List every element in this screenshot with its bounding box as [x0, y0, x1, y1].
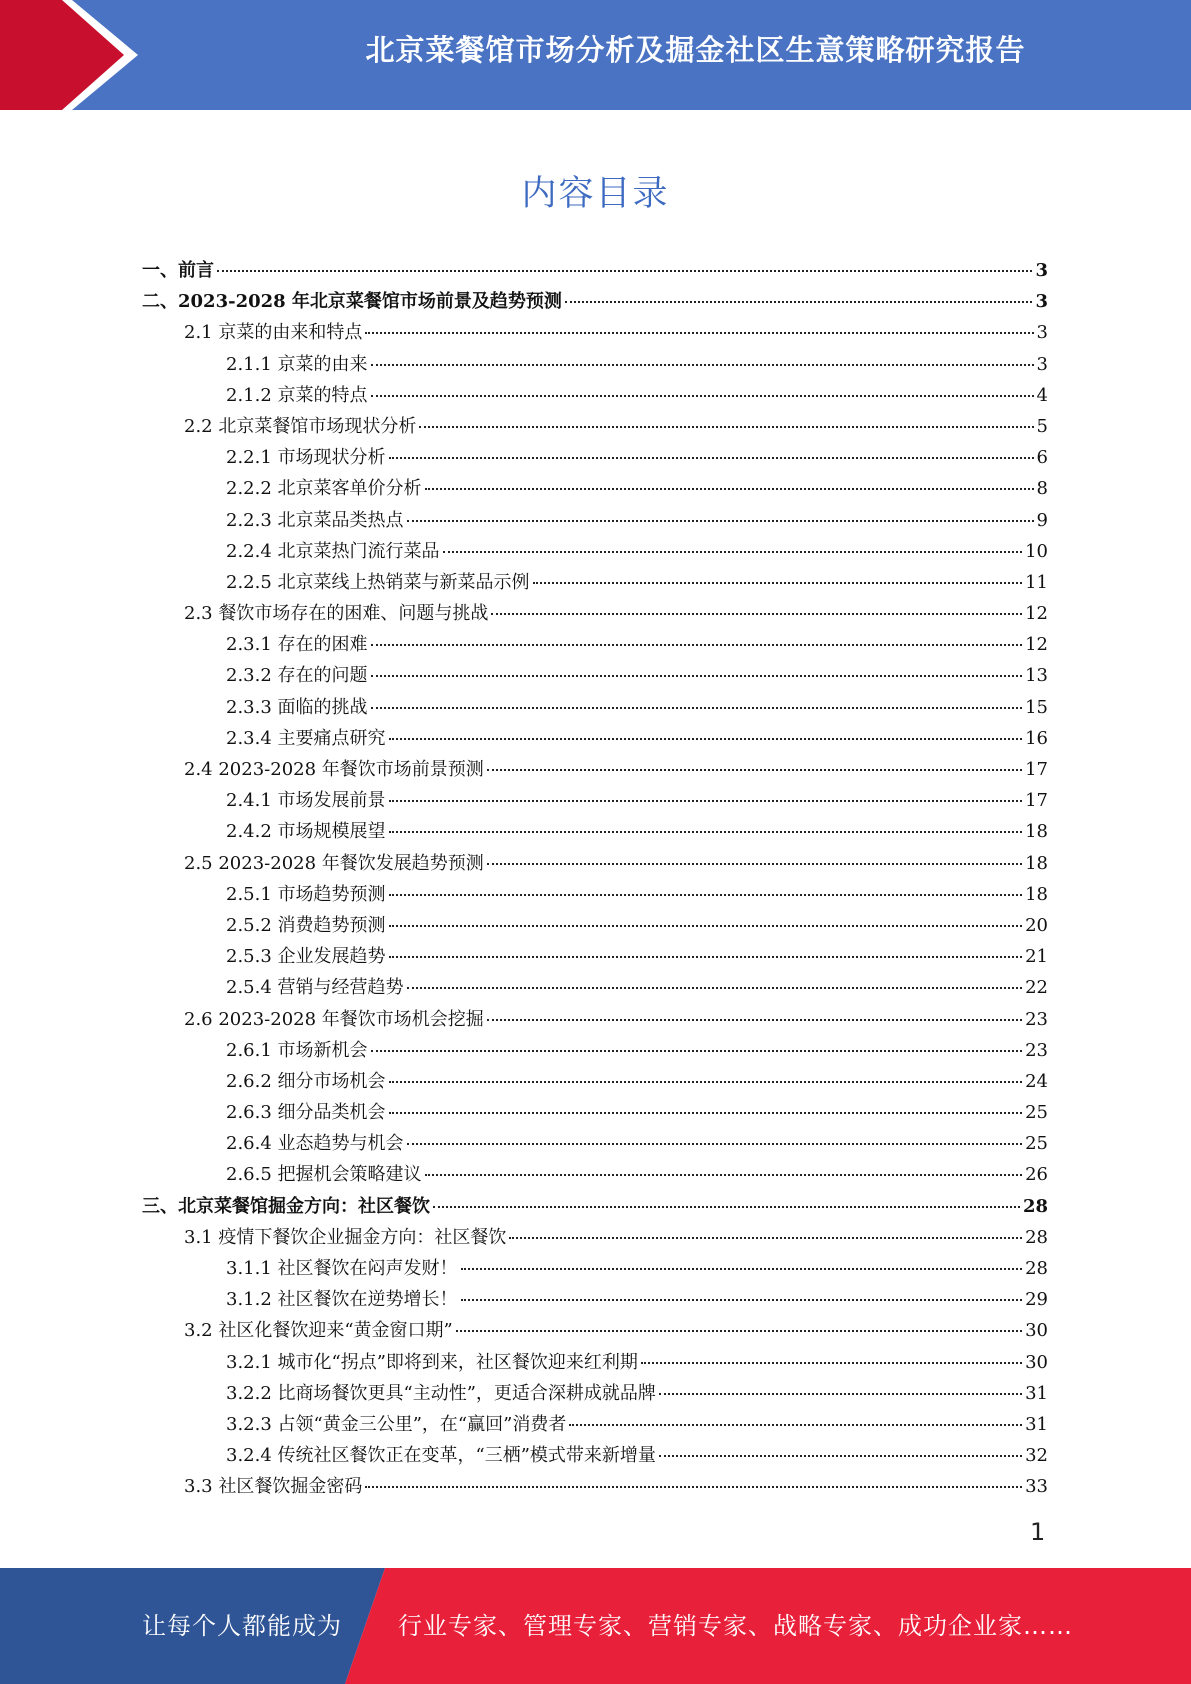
toc-entry-page: 28 [1022, 1195, 1048, 1217]
toc-entry-label: 2.3.4 主要痛点研究 [226, 727, 386, 749]
toc-entry-label: 二、2023-2028 年北京菜餐馆市场前景及趋势预测 [142, 291, 562, 313]
toc-entry[interactable] [142, 1440, 1048, 1471]
toc-entry[interactable] [142, 442, 1048, 473]
toc-leader-dots [461, 1299, 1023, 1301]
toc-entry[interactable] [142, 505, 1048, 536]
toc-leader-dots [371, 675, 1023, 677]
toc-entry[interactable] [142, 660, 1048, 691]
toc-entry[interactable] [142, 567, 1048, 598]
toc-entry-page: 28 [1025, 1226, 1048, 1248]
toc-entry-page: 10 [1025, 540, 1048, 562]
toc-entry[interactable] [142, 629, 1048, 660]
toc-entry-page: 17 [1025, 759, 1048, 780]
toc-entry-label: 3.1.2 社区餐饮在逆势增长！ [226, 1289, 458, 1311]
toc-leader-dots [371, 644, 1023, 646]
toc-entry-label: 3.1.1 社区餐饮在闷声发财！ [226, 1258, 458, 1279]
toc-entry[interactable] [142, 754, 1048, 785]
toc-entry-page: 9 [1036, 509, 1048, 531]
toc-entry[interactable] [142, 1159, 1048, 1190]
toc-entry-label: 2.3.1 存在的困难 [226, 634, 368, 656]
toc-entry-page: 23 [1025, 1008, 1048, 1030]
toc-leader-dots [565, 301, 1033, 303]
toc-entry-page: 30 [1025, 1320, 1048, 1342]
toc-entry-page: 12 [1025, 603, 1048, 625]
toc-leader-dots [487, 769, 1022, 771]
toc-leader-dots [533, 582, 1023, 584]
toc-leader-dots [389, 831, 1023, 833]
toc-entry-page: 3 [1036, 322, 1048, 344]
toc-entry[interactable] [142, 1222, 1048, 1253]
toc-entry[interactable] [142, 1066, 1048, 1097]
toc-entry-page: 18 [1025, 852, 1048, 874]
toc-leader-dots [389, 457, 1034, 459]
toc-entry-page: 18 [1025, 821, 1048, 843]
toc-entry-page: 12 [1025, 634, 1048, 656]
toc-entry-page: 23 [1025, 1039, 1048, 1061]
toc-entry[interactable] [142, 723, 1048, 754]
toc-entry-label: 2.6.1 市场新机会 [226, 1039, 368, 1061]
toc-entry-label: 3.2 社区化餐饮迎来“黄金窗口期” [184, 1320, 453, 1342]
footer-slogan-right: 行业专家、管理专家、营销专家、战略专家、成功企业家…… [398, 1612, 1073, 1640]
toc-entry-label: 2.5.4 营销与经营趋势 [226, 977, 404, 999]
toc-entry[interactable] [142, 910, 1048, 941]
toc-entry[interactable] [142, 1004, 1048, 1035]
toc-entry-label: 2.4 2023-2028 年餐饮市场前景预测 [184, 759, 484, 780]
toc-entry[interactable] [142, 380, 1048, 411]
toc-entry-page: 18 [1025, 883, 1048, 905]
toc-entry[interactable] [142, 1035, 1048, 1066]
toc-entry-page: 16 [1025, 727, 1048, 749]
toc-entry-page: 3 [1036, 353, 1048, 375]
toc-entry[interactable] [142, 411, 1048, 442]
toc-leader-dots [217, 270, 1032, 272]
toc-entry-page: 22 [1025, 977, 1048, 999]
toc-entry-page: 26 [1025, 1164, 1048, 1186]
toc-leader-dots [407, 987, 1023, 989]
toc-entry[interactable] [142, 972, 1048, 1003]
toc-entry-label: 2.3 餐饮市场存在的困难、问题与挑战 [184, 603, 489, 625]
toc-entry[interactable] [142, 286, 1048, 317]
toc-leader-dots [425, 1174, 1023, 1176]
toc-leader-dots [407, 520, 1034, 522]
toc-leader-dots [487, 863, 1022, 865]
toc-leader-dots [371, 395, 1034, 397]
toc-entry-label: 2.5 2023-2028 年餐饮发展趋势预测 [184, 852, 484, 874]
toc-entry-label: 3.1 疫情下餐饮企业掘金方向：社区餐饮 [184, 1226, 507, 1248]
toc-entry-page: 33 [1025, 1476, 1048, 1498]
toc-entry[interactable] [142, 1471, 1048, 1502]
toc-entry-label: 2.2.3 北京菜品类热点 [226, 509, 404, 531]
toc-entry-label: 2.6 2023-2028 年餐饮市场机会挖掘 [184, 1008, 484, 1030]
toc-entry[interactable] [142, 1284, 1048, 1315]
toc-entry[interactable] [142, 692, 1048, 723]
toc-leader-dots [487, 1019, 1022, 1021]
toc-entry-page: 17 [1025, 790, 1048, 812]
toc-entry-page: 8 [1036, 478, 1048, 500]
toc-entry[interactable] [142, 1253, 1048, 1284]
toc-entry-page: 31 [1025, 1382, 1048, 1404]
toc-entry-page: 31 [1025, 1413, 1048, 1435]
toc-entry-page: 20 [1025, 914, 1048, 936]
toc-entry-label: 3.2.1 城市化“拐点”即将到来，社区餐饮迎来红利期 [226, 1351, 638, 1373]
toc-leader-dots [389, 894, 1023, 896]
toc-entry[interactable] [142, 879, 1048, 910]
toc-entry[interactable] [142, 816, 1048, 847]
toc-entry[interactable] [142, 536, 1048, 567]
toc-entry[interactable] [142, 349, 1048, 380]
toc-entry[interactable] [142, 1097, 1048, 1128]
toc-entry-label: 3.2.2 比商场餐饮更具“主动性”，更适合深耕成就品牌 [226, 1382, 656, 1404]
toc-leader-dots [641, 1362, 1022, 1364]
toc-entry[interactable] [142, 1347, 1048, 1378]
toc-entry-label: 三、北京菜餐馆掘金方向：社区餐饮 [142, 1195, 430, 1217]
toc-entry[interactable] [142, 598, 1048, 629]
toc-leader-dots [365, 1486, 1022, 1488]
toc-leader-dots [433, 1206, 1020, 1208]
toc-entry-label: 2.5.1 市场趋势预测 [226, 883, 386, 905]
toc-entry-label: 2.1 京菜的由来和特点 [184, 322, 363, 344]
toc-leader-dots [389, 800, 1023, 802]
toc-entry-label: 2.6.2 细分市场机会 [226, 1070, 386, 1092]
toc-entry-label: 2.6.4 业态趋势与机会 [226, 1133, 404, 1155]
toc-entry-label: 2.5.2 消费趋势预测 [226, 914, 386, 936]
toc-leader-dots [419, 426, 1033, 428]
toc-entry-page: 3 [1035, 260, 1048, 281]
toc-entry-label: 2.5.3 企业发展趋势 [226, 946, 386, 968]
toc-leader-dots [461, 1268, 1023, 1270]
toc-entry-page: 11 [1025, 571, 1048, 593]
footer-banner [0, 1568, 1191, 1684]
toc-entry[interactable] [142, 1191, 1048, 1222]
toc-entry[interactable] [142, 785, 1048, 816]
toc-entry[interactable] [142, 1315, 1048, 1346]
toc-leader-dots [371, 364, 1034, 366]
table-of-contents [142, 255, 1048, 1503]
toc-entry[interactable] [142, 1128, 1048, 1159]
toc-leader-dots [389, 1112, 1023, 1114]
toc-entry-label: 3.3 社区餐饮掘金密码 [184, 1476, 363, 1498]
toc-entry[interactable] [142, 317, 1048, 348]
toc-entry-page: 13 [1025, 665, 1048, 687]
toc-leader-dots [491, 613, 1022, 615]
toc-leader-dots [425, 488, 1034, 490]
toc-leader-dots [371, 1050, 1023, 1052]
toc-entry[interactable] [142, 1378, 1048, 1409]
toc-entry-page: 25 [1025, 1133, 1048, 1155]
toc-entry-label: 2.1.2 京菜的特点 [226, 384, 368, 406]
toc-entry-label: 3.2.3 占领“黄金三公里”，在“赢回”消费者 [226, 1413, 567, 1435]
toc-entry[interactable] [142, 941, 1048, 972]
toc-leader-dots [659, 1455, 1022, 1457]
toc-leader-dots [569, 1424, 1022, 1426]
toc-leader-dots [456, 1330, 1022, 1332]
toc-entry[interactable] [142, 473, 1048, 504]
toc-leader-dots [365, 332, 1033, 334]
toc-leader-dots [659, 1393, 1022, 1395]
toc-entry-page: 24 [1025, 1070, 1048, 1092]
toc-entry-page: 6 [1036, 447, 1048, 469]
toc-entry-label: 2.1.1 京菜的由来 [226, 353, 368, 375]
report-title: 北京菜餐馆市场分析及掘金社区生意策略研究报告 [365, 33, 1026, 67]
toc-entry[interactable] [142, 255, 1048, 286]
toc-entry[interactable] [142, 1409, 1048, 1440]
toc-leader-dots [389, 956, 1023, 958]
toc-entry-page: 5 [1036, 415, 1048, 437]
toc-entry-page: 25 [1025, 1102, 1048, 1124]
toc-entry-label: 2.3.3 面临的挑战 [226, 696, 368, 718]
toc-entry-label: 2.6.5 把握机会策略建议 [226, 1164, 422, 1186]
toc-entry-page: 4 [1036, 384, 1048, 406]
toc-entry-label: 2.2 北京菜餐馆市场现状分析 [184, 415, 417, 437]
toc-title: 内容目录 [521, 174, 670, 214]
toc-leader-dots [389, 1081, 1023, 1083]
toc-leader-dots [407, 1143, 1023, 1145]
toc-entry-label: 2.6.3 细分品类机会 [226, 1102, 386, 1124]
toc-entry-label: 2.2.2 北京菜客单价分析 [226, 478, 422, 500]
toc-entry-label: 2.2.4 北京菜热门流行菜品 [226, 540, 440, 562]
page-number: 1 [1030, 1518, 1046, 1546]
toc-leader-dots [389, 925, 1023, 927]
toc-entry-page: 30 [1025, 1351, 1048, 1373]
toc-entry-page: 3 [1035, 291, 1048, 313]
footer-slogan-left: 让每个人都能成为 [142, 1612, 342, 1640]
toc-entry-page: 29 [1025, 1289, 1048, 1311]
toc-entry-page: 15 [1025, 696, 1048, 718]
toc-entry-label: 一、前言 [142, 260, 214, 281]
toc-leader-dots [389, 738, 1023, 740]
toc-entry-label: 3.2.4 传统社区餐饮正在变革，“三栖”模式带来新增量 [226, 1445, 656, 1467]
toc-leader-dots [371, 707, 1023, 709]
toc-entry-label: 2.4.1 市场发展前景 [226, 790, 386, 812]
header-banner [0, 0, 1191, 110]
toc-entry-page: 28 [1025, 1258, 1048, 1279]
toc-entry-page: 21 [1025, 946, 1048, 968]
toc-entry-label: 2.4.2 市场规模展望 [226, 821, 386, 843]
toc-leader-dots [443, 551, 1023, 553]
toc-entry[interactable] [142, 848, 1048, 879]
toc-leader-dots [509, 1237, 1022, 1239]
toc-entry-label: 2.3.2 存在的问题 [226, 665, 368, 687]
toc-entry-label: 2.2.5 北京菜线上热销菜与新菜品示例 [226, 571, 530, 593]
toc-entry-page: 32 [1025, 1445, 1048, 1467]
toc-entry-label: 2.2.1 市场现状分析 [226, 447, 386, 469]
